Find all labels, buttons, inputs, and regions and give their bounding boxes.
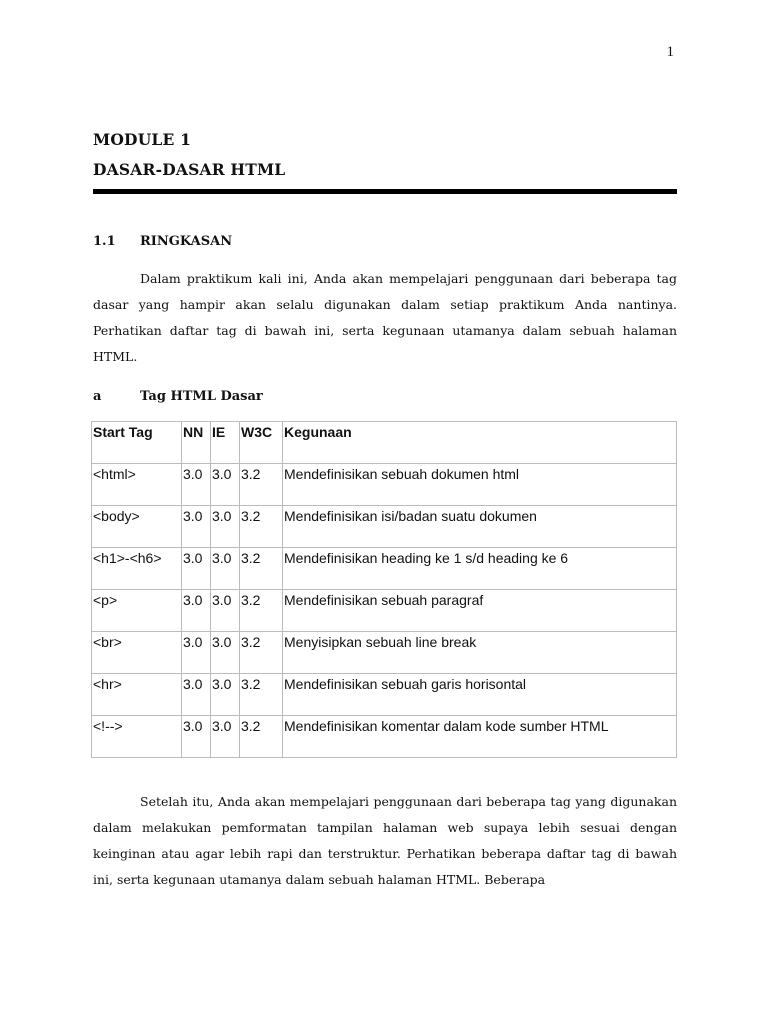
cell-tag: <html> bbox=[92, 464, 182, 506]
html-tag-table bbox=[91, 421, 677, 758]
cell-ie: 3.0 bbox=[211, 716, 240, 758]
header-start-tag: Start Tag bbox=[92, 422, 182, 464]
header-w3c: W3C bbox=[240, 422, 283, 464]
cell-ie: 3.0 bbox=[211, 506, 240, 548]
cell-tag: <!--> bbox=[92, 716, 182, 758]
heading-rule bbox=[93, 189, 677, 194]
section-number: 1.1 bbox=[93, 234, 116, 249]
cell-tag: <br> bbox=[92, 632, 182, 674]
cell-tag: <p> bbox=[92, 590, 182, 632]
cell-ie: 3.0 bbox=[211, 548, 240, 590]
table-header-row bbox=[92, 422, 677, 464]
cell-nn: 3.0 bbox=[182, 464, 211, 506]
followup-paragraph: Setelah itu, Anda akan mempelajari penggunaan dari beberapa tag yang digunakan dalam melakukan pemformatan tampilan halaman web supaya lebih sesuai dengan keinginan atau agar lebih rapi dan terstruktur. Perhatikan beberapa daftar tag di bawah ini, serta kegunaan utamanya dalam sebuah halaman HTML. Beberapa bbox=[93, 794, 677, 887]
cell-tag: <body> bbox=[92, 506, 182, 548]
cell-w3c: 3.2 bbox=[240, 632, 283, 674]
cell-use: Menyisipkan sebuah line break bbox=[283, 632, 677, 674]
cell-use: Mendefinisikan heading ke 1 s/d heading ke 6 bbox=[283, 548, 677, 590]
header-kegunaan: Kegunaan bbox=[283, 422, 677, 464]
cell-use: Mendefinisikan isi/badan suatu dokumen bbox=[283, 506, 677, 548]
cell-nn: 3.0 bbox=[182, 548, 211, 590]
cell-use: Mendefinisikan sebuah dokumen html bbox=[283, 464, 677, 506]
page-number: 1 bbox=[666, 44, 674, 60]
cell-tag: <hr> bbox=[92, 674, 182, 716]
cell-nn: 3.0 bbox=[182, 674, 211, 716]
table-row bbox=[92, 674, 677, 716]
cell-nn: 3.0 bbox=[182, 590, 211, 632]
cell-ie: 3.0 bbox=[211, 464, 240, 506]
subsection-title: Tag HTML Dasar bbox=[140, 389, 263, 404]
cell-use: Mendefinisikan sebuah garis horisontal bbox=[283, 674, 677, 716]
cell-w3c: 3.2 bbox=[240, 506, 283, 548]
cell-w3c: 3.2 bbox=[240, 548, 283, 590]
module-title: MODULE 1 bbox=[93, 130, 192, 149]
cell-nn: 3.0 bbox=[182, 506, 211, 548]
header-nn: NN bbox=[182, 422, 211, 464]
cell-nn: 3.0 bbox=[182, 716, 211, 758]
cell-ie: 3.0 bbox=[211, 590, 240, 632]
cell-ie: 3.0 bbox=[211, 674, 240, 716]
cell-w3c: 3.2 bbox=[240, 674, 283, 716]
section-heading bbox=[93, 234, 232, 249]
cell-w3c: 3.2 bbox=[240, 590, 283, 632]
cell-nn: 3.0 bbox=[182, 632, 211, 674]
cell-use: Mendefinisikan sebuah paragraf bbox=[283, 590, 677, 632]
header-ie: IE bbox=[211, 422, 240, 464]
cell-w3c: 3.2 bbox=[240, 464, 283, 506]
table-row bbox=[92, 506, 677, 548]
module-subtitle: DASAR-DASAR HTML bbox=[93, 160, 286, 179]
table-row bbox=[92, 590, 677, 632]
cell-use: Mendefinisikan komentar dalam kode sumber HTML bbox=[283, 716, 677, 758]
cell-ie: 3.0 bbox=[211, 632, 240, 674]
intro-paragraph: Dalam praktikum kali ini, Anda akan mempelajari penggunaan dari beberapa tag dasar yang hampir akan selalu digunakan dalam setiap praktikum Anda nantinya. Perhatikan daftar tag di bawah ini, serta kegunaan utamanya dalam sebuah halaman HTML. bbox=[93, 271, 677, 364]
subsection-heading bbox=[93, 389, 263, 404]
table-row bbox=[92, 632, 677, 674]
table-row bbox=[92, 716, 677, 758]
table-row bbox=[92, 464, 677, 506]
table-row bbox=[92, 548, 677, 590]
section-title: RINGKASAN bbox=[140, 234, 233, 249]
cell-w3c: 3.2 bbox=[240, 716, 283, 758]
cell-tag: <h1>-<h6> bbox=[92, 548, 182, 590]
subsection-label: a bbox=[93, 389, 102, 404]
